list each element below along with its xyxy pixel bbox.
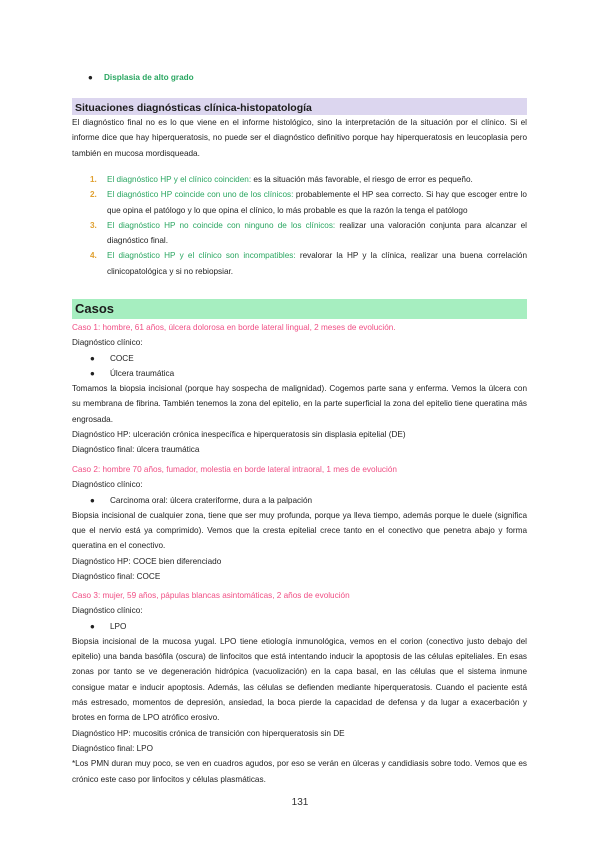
case-3	[72, 588, 527, 787]
list-item: ● Carcinoma oral: úlcera crateriforme, dura a la palpación	[72, 493, 527, 508]
hp-diagnosis: Diagnóstico HP: mucositis crónica de transición con hiperqueratosis sin DE	[72, 728, 345, 738]
case-paragraph: Biopsia incisional de cualquier zona, tiene que ser muy profunda, porque ya lleva tiempo, además porque le duele (significa que el nervio está ya comprimido). Vemos que la cresta epitelial crece tanto en el conectivo que penetra abajo y forma queratina en el conectivo.	[72, 510, 527, 551]
section-heading-casos: Casos	[72, 299, 527, 319]
section-intro-paragraph: El diagnóstico final no es lo que viene en el informe histológico, sino la interpretación de la situación por el clínico. Si el informe dice que hay hiperqueratosis, no puede ser el diagnóstico definitivo porque hay hiperqueratosis en leucoplasia pero también en mucosa mordisqueada.	[72, 118, 527, 158]
list-item: 1. El diagnóstico HP y el clínico coinciden: es la situación más favorable, el riesgo de error es pequeño.	[90, 175, 473, 184]
bullet-dot: ●	[90, 368, 95, 378]
case-2	[72, 462, 527, 584]
case-title: Caso 1: hombre, 61 años, úlcera dolorosa en borde lateral lingual, 2 meses de evolución.	[72, 323, 396, 332]
bullet-dot: ●	[88, 73, 93, 82]
final-diagnosis: Diagnóstico final: COCE	[72, 572, 161, 582]
clinical-label: Diagnóstico clínico:	[72, 606, 143, 616]
section-heading-situaciones: Situaciones diagnósticas clínica-histopatología	[72, 98, 527, 115]
clinical-label: Diagnóstico clínico:	[72, 338, 143, 348]
bullet-dot: ●	[90, 353, 95, 363]
list-item: 4. El diagnóstico HP y el clínico son incompatibles: revalorar la HP y la clínica, realizar una buena correlación clinicopatológica y si no rebiopsiar.	[90, 251, 527, 276]
list-item: ● LPO	[72, 619, 527, 634]
hp-diagnosis: Diagnóstico HP: ulceración crónica inespecífica e hiperqueratosis sin displasia epitelial (DE)	[72, 430, 406, 440]
case-title: Caso 2: hombre 70 años, fumador, molestia en borde lateral intraoral, 1 mes de evolución	[72, 465, 397, 474]
final-diagnosis: Diagnóstico final: LPO	[72, 743, 154, 753]
list-item: ● COCE	[72, 351, 527, 366]
list-item: ● Úlcera traumática	[72, 366, 527, 381]
top-bullet: ● Displasia de alto grado	[88, 70, 194, 85]
list-item: 3. El diagnóstico HP no coincide con ninguno de los clínicos: realizar una valoración conjunta para alcanzar el diagnóstico final.	[90, 220, 527, 246]
list-item: 2. El diagnóstico HP coincide con uno de los clínicos: probablemente el HP sea correcto. Si hay que escoger entre lo que opina el patólogo y lo que opina el clínico, lo más probable es que la razón la tenga el patólogo	[90, 190, 527, 215]
bullet-dot: ●	[90, 621, 95, 631]
case-paragraph: Tomamos la biopsia incisional (porque hay sospecha de malignidad). Cogemos parte sana y enferma. Vemos la úlcera con su membrana de fibrina. También tenemos la zona del epitelio, en la parte superficial la zona del epitelio tiene queratina más engrosada.	[72, 384, 527, 424]
case-1	[72, 320, 527, 458]
page-number: 131	[291, 797, 309, 808]
ordered-list	[90, 172, 527, 279]
bullet-dot: ●	[90, 495, 95, 505]
case-title: Caso 3: mujer, 59 años, pápulas blancas asintomáticas, 2 años de evolución	[72, 591, 350, 600]
final-diagnosis: Diagnóstico final: úlcera traumática	[72, 445, 200, 455]
case-paragraph: Biopsia incisional de la mucosa yugal. LPO tiene etiología inmunológica, vemos en el corion (conectivo justo debajo del epitelio) una banda basófila (oscura) de linfocitos que está intentando inducir la apoptosis de las células epiteliales. En esas zonas por tanto se ve degeneración hidrópica (vacuolización) en la capa basal, en las células que el sistema inmune consigue matar e inducir apoptosis. Además, las células se defienden mediante hiperqueratosis. Cuando el paciente está más estresado, momentos de depresión, ansiedad, la boca pierde la capacidad de defensa y da lugar a exacerbación y brotes en forma de LPO atrófico erosivo.	[72, 636, 527, 723]
clinical-label: Diagnóstico clínico:	[72, 480, 143, 490]
footnote: *Los PMN duran muy poco, se ven en cuadros agudos, por eso se verán en úlceras y candidiasis sobre todo. Vemos que es crónico este caso por linfocitos y células plasmáticas.	[72, 759, 527, 784]
hp-diagnosis: Diagnóstico HP: COCE bien diferenciado	[72, 556, 222, 566]
